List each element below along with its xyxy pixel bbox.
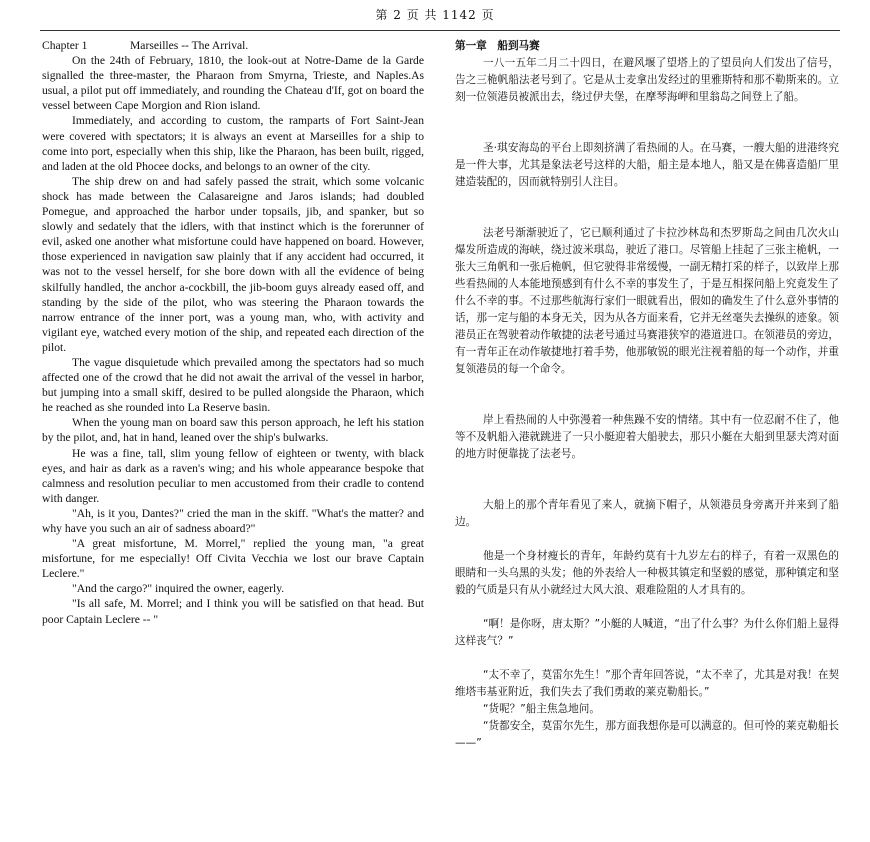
english-paragraph: The ship drew on and had safely passed the strait, which some volcanic shock has made between the Calasareigne and Jaros islands; had doubled Pomegue, and approached the harbor under topsails, jib, and spanker, but so slowly and sedately that the idlers, with that instinct which is the forerunner of evil, asked one another what misfortune could have happened on board. However, those experienced in navigation saw plainly that if any accident had occurred, it was not to the vessel herself, for she bore down with all the evidence of being skilfully handled, the anchor a-cockbill, the jib-boom guys already eased off, and standing by the side of the pilot, who was steering the Pharaon towards the narrow entrance of the inner port, was a young man, who, with activity and vigilant eye, watched every motion of the ship, and repeated each direction of the pilot. (42, 174, 424, 354)
english-paragraph: The vague disquietude which prevailed among the spectators had so much affected one of the crowd that he did not await the arrival of the vessel in harbor, but jumping into a small skiff, desired to be pulled alongside the Pharaon, which he reached as she rounded into La Reserve basin. (42, 355, 424, 415)
chinese-paragraph: 法老号渐渐驶近了，它已顺利通过了卡拉沙林岛和杰罗斯岛之间由几次火山爆发所造成的海峡，绕过波米琪岛，驶近了港口。尽管船上挂起了三张主桅帆，一张大三角帆和一张后桅帆，但它驶得非常缓慢，一副无精打采的样子，以致岸上那些看热闹的人本能地预感到有什么不幸的事发生了，于是互相探问船上究竟发生了什么不幸的事。不过那些航海行家们一眼就看出，假如的确发生了什么意外事情的话，那一定与船的本身无关，因为从各方面来看，它并无丝毫失去操纵的迹象。领港员正在驾驶着动作敏捷的法老号通过马赛港狭窄的港道进口。在领港员的旁边，有一青年正在动作敏捷地打着手势，他那敏锐的眼光注视着船的每一个动作，并重复领港员的每一个命令。 (455, 227, 839, 375)
english-chapter-title: Marseilles -- The Arrival. (130, 39, 249, 52)
chinese-paragraph: “货都安全，莫雷尔先生，那方面我想你是可以满意的。但可怜的莱克勒船长——” (455, 720, 839, 749)
chinese-paragraph: “太不幸了，莫雷尔先生！”那个青年回答说，“太不幸了，尤其是对我！在契维塔韦基亚附近，我们失去了我们勇敢的莱克勒船长。” (455, 669, 839, 698)
english-paragraph: When the young man on board saw this person approach, he left his station by the pilot, and, hat in hand, leaned over the ship's bulwarks. (42, 416, 424, 445)
chinese-paragraph: 圣·琪安海岛的平台上即刻挤满了看热闹的人。在马赛，一艘大船的进港终究是一件大事，尤其是象法老号这样的大船，船主是本地人，船又是在佛喜造船厂里建造装配的，因而就特别引人注目。 (455, 142, 839, 188)
header-divider (40, 30, 840, 31)
english-paragraph: He was a fine, tall, slim young fellow of eighteen or twenty, with black eyes, and hair as dark as a raven's wing; and his whole appearance bespoke that calmness and resolution peculiar to men accustomed from their cradle to contend with danger. (42, 446, 424, 505)
page-header (0, 6, 870, 26)
english-paragraph: Immediately, and according to custom, the ramparts of Fort Saint-Jean were covered with spectators; it is always an event at Marseilles for a ship to come into port, especially when this ship, like the Pharaon, has been built, rigged, and laden at the old Phocee docks, and belongs to an owner of the city. (42, 114, 424, 173)
chinese-paragraph: “货呢？”船主焦急地问。 (483, 703, 600, 715)
english-paragraph: "And the cargo?" inquired the owner, eagerly. (72, 582, 285, 596)
chinese-paragraph: “啊！是你呀，唐太斯？”小艇的人喊道，“出了什么事？为什么你们船上显得这样丧气？” (455, 618, 839, 647)
english-paragraph: "Is all safe, M. Morrel; and I think you will be satisfied on that head. But poor Captain Leclere -- " (42, 597, 424, 626)
english-chapter-number: Chapter 1 (42, 39, 88, 52)
chinese-chapter-title: 第一章 船到马赛 (455, 40, 540, 52)
english-paragraph: On the 24th of February, 1810, the look-out at Notre-Dame de la Garde signalled the three-master, the Pharaon from Smyrna, Trieste, and Naples.As usual, a pilot put off immediately, and rounding the Chateau d'If, got on board the vessel between Cape Morgion and Rion island. (42, 54, 424, 113)
chinese-column (455, 38, 839, 752)
page-number-label: 第 2 页 共 1142 页 (375, 8, 495, 22)
chinese-paragraph: 他是一个身材瘦长的青年，年龄约莫有十九岁左右的样子，有着一双黑色的眼睛和一头乌黑的头发；他的外表给人一种极其镇定和坚毅的感觉，那种镇定和坚毅的气质是只有从小就经过大风大浪、艰难险阻的人才具有的。 (455, 550, 839, 596)
chinese-paragraph: 大船上的那个青年看见了来人，就摘下帽子，从领港员身旁离开并来到了船边。 (455, 499, 839, 528)
english-paragraph: "A great misfortune, M. Morrel," replied the young man, "a great misfortune, for me especially! Off Civita Vecchia we lost our brave Captain Leclere." (42, 537, 424, 581)
chinese-paragraph: 岸上看热闹的人中弥漫着一种焦躁不安的情绪。其中有一位忍耐不住了，他等不及帆船入港就跳进了一只小艇迎着大船驶去，那只小艇在大船到里瑟夫湾对面的地方时便靠拢了法老号。 (455, 414, 839, 460)
english-column (42, 38, 424, 627)
chinese-paragraph: 一八一五年二月二十四日，在避风堰了望塔上的了望员向人们发出了信号，告之三桅帆船法老号到了。它是从士麦拿出发经过的里雅斯特和那不勒斯来的。立刻一位领港员被派出去，绕过伊夫堡，在摩琴海岬和里翁岛之间登上了船。 (455, 57, 839, 103)
english-paragraph: "Ah, is it you, Dantes?" cried the man in the skiff. "What's the matter? and why have you such an air of sadness aboard?" (42, 506, 424, 535)
english-chapter-heading (42, 38, 424, 53)
